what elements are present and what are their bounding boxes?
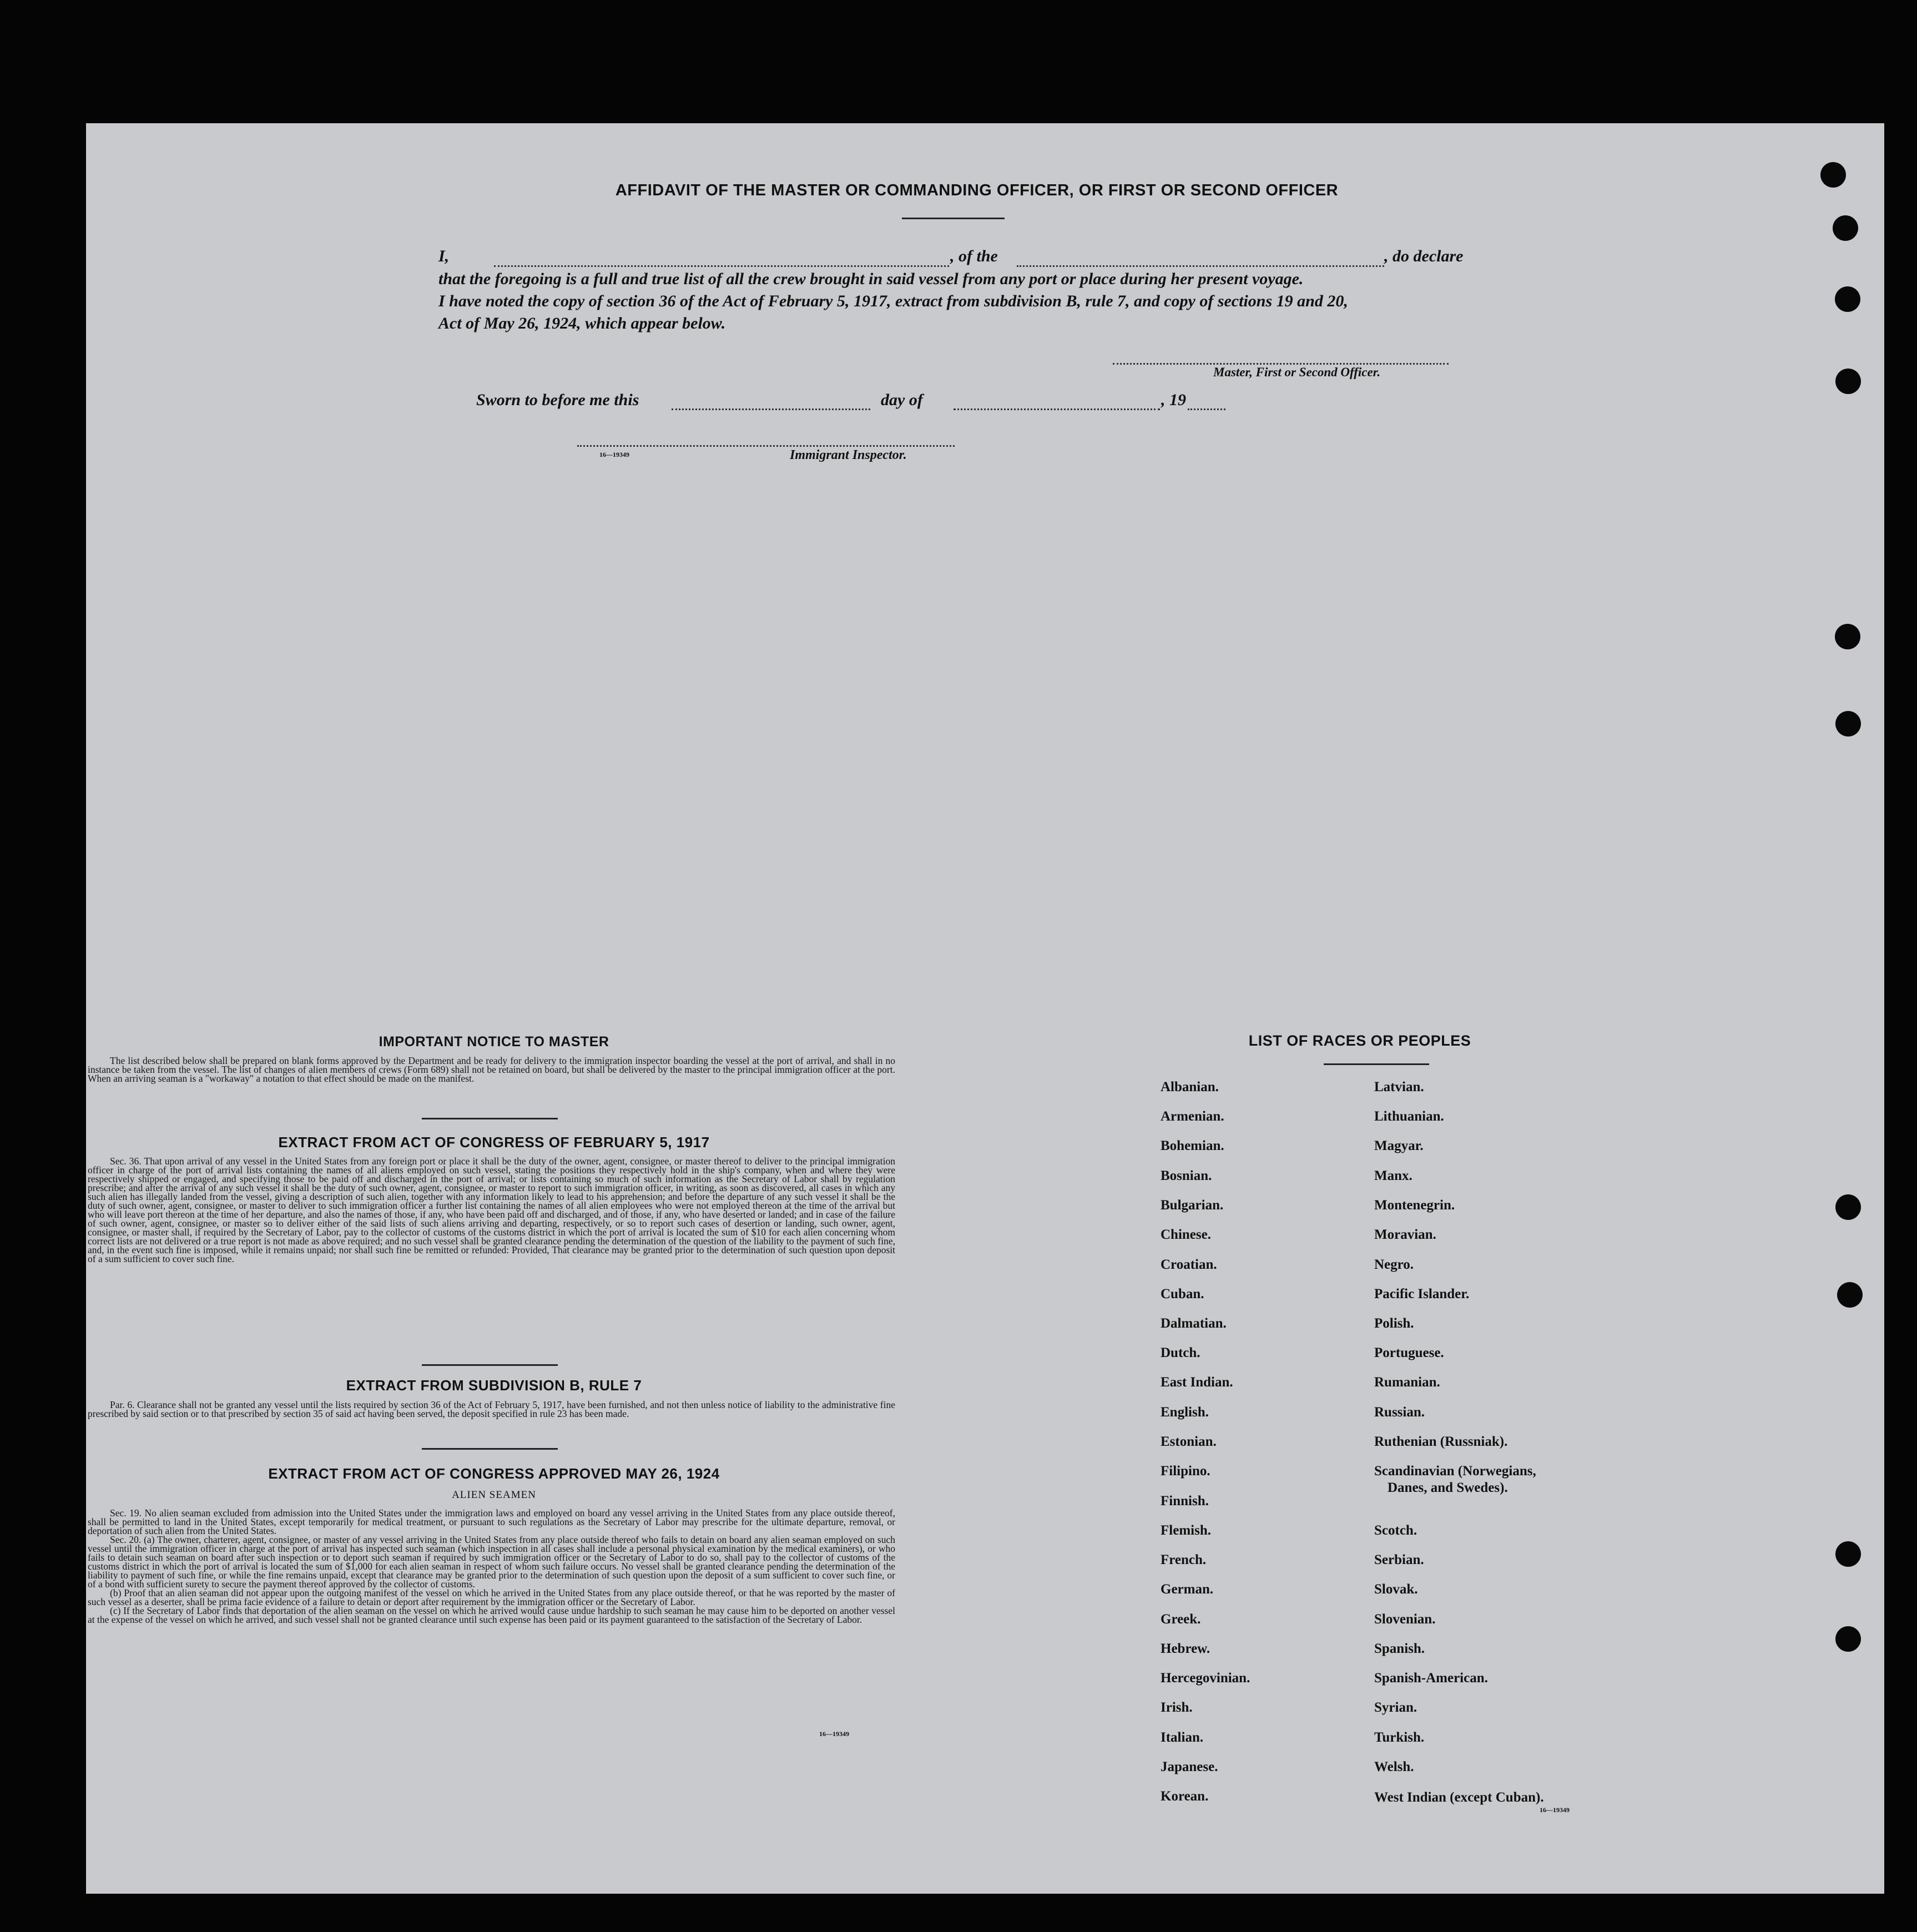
race-item: Slovak. [1374, 1582, 1418, 1597]
sworn-label: Sworn to before me this [476, 391, 639, 409]
section-20c-paragraph: (c) If the Secretary of Labor finds that deportation of the alien seaman on the vessel on which he arrived would cause undue hardship to such seaman he may cause him to be deported on another vessel at the expense of the vessel on which he arrived, and such vessel shall not be granted clearance until such expense has been paid or its payment guaranteed to the satisfaction of the Secretary of Labor. [88, 1605, 895, 1625]
race-item: Flemish. [1161, 1523, 1211, 1538]
notice-paragraph: The list described below shall be prepared on blank forms approved by the Department and be ready for delivery to the immigration inspector boarding the vessel at the port of arrival, and shall in no instance be taken from the vessel. The list of changes of alien members of crews (Form 689) shall not be retained on board, but shall be delivered by the master to the principal immigration officer at the port. When an arriving seaman is a "workaway" a notation to that effect should be made on the manifest. [88, 1055, 895, 1084]
do-declare-label: , do declare [1384, 247, 1464, 265]
race-item: Polish. [1374, 1316, 1414, 1331]
punch-hole [1835, 1194, 1861, 1220]
declaration-line-2: that the foregoing is a full and true list of all the crew brought in said vessel from any port or place during her present voyage. [438, 270, 1304, 288]
race-item: Spanish. [1374, 1641, 1425, 1656]
extract-1917-paragraph: Sec. 36. That upon arrival of any vessel in the United States from any foreign port or place it shall be the duty of the owner, agent, consignee, or master thereof to deliver to the principal immigration officer in charge of the port of arrival lists containing the names of all aliens employed on such vessel, stating the positions they respectively hold in the ship's company, when and where they were respectively shipped or engaged, and specifying those to be paid off and discharged in the port of arrival; or lists containing so much of such information as the Secretary of Labor shall by regulation prescribe; and after the arrival of any such vessel it shall be the duty of such owner, agent, consignee, or master to report to such immigration officer, in writing, as soon as discovered, all cases in which any such alien has illegally landed from the vessel, giving a description of such alien, together with any information likely to lead to his apprehension; and before the departure of any such vessel it shall be the duty of such owner, agent, consignee, or master to deliver to such immigration officer a further list containing the names of all alien employees who were not employed thereon at the time of the arrival but who will leave port thereon at the time of her departure, and also the names of those, if any, who have been paid off and discharged, and of those, if any, who have deserted or landed; and in case of the failure of such owner, agent, consignee, or master so to deliver either of the said lists of such aliens arriving and departing, respectively, or so to report such cases of desertion or landing, such owner, agent, consignee, or master shall, if required by the Secretary of Labor, pay to the collector of customs of the customs district in which the port of arrival is located the sum of $10 for each alien concerning whom correct lists are not delivered or a true report is not made as above required; and no such vessel shall be granted clearance pending the determination of the question of the liability to the payment of such fine, and, in the event such fine is imposed, while it remains unpaid; nor shall such fine be remitted or refunded: Provided, That clearance may be granted prior to the determination of such question upon deposit of a sum sufficient to cover such fine. [88, 1156, 895, 1264]
race-item: Filipino. [1161, 1464, 1210, 1479]
section-20b-paragraph: (b) Proof that an alien seaman did not appear upon the outgoing manifest of the vessel on which he arrived in the United States from any place outside thereof, or that he was reported by the master of such vessel as a deserter, shall be prima facie evidence of a failure to detain or deport after requirement by the immigration officer or the Secretary of Labor. [88, 1587, 895, 1607]
race-item: Estonian. [1161, 1434, 1217, 1449]
race-item: Lithuanian. [1374, 1109, 1444, 1124]
sworn-year-field[interactable] [1188, 408, 1225, 410]
race-item: Irish. [1161, 1700, 1193, 1715]
race-item: Montenegrin. [1374, 1198, 1455, 1213]
i-label: I, [438, 247, 450, 265]
title-rule [902, 218, 1005, 219]
punch-hole [1835, 286, 1860, 312]
race-item: Bulgarian. [1161, 1198, 1224, 1213]
master-signature-field[interactable] [1113, 363, 1449, 365]
of-the-label: , of the [950, 247, 998, 265]
extract-1917-text [88, 1157, 895, 1263]
race-item: Chinese. [1161, 1227, 1211, 1242]
race-item: Dutch. [1161, 1345, 1200, 1360]
race-item: Armenian. [1161, 1109, 1224, 1124]
race-item: Rumanian. [1374, 1375, 1440, 1390]
race-item: Danes, and Swedes). [1388, 1480, 1508, 1495]
race-item: German. [1161, 1582, 1214, 1597]
race-item: Serbian. [1374, 1552, 1424, 1567]
name-blank-field[interactable] [494, 265, 949, 267]
punch-hole [1835, 1541, 1861, 1567]
race-item: Korean. [1161, 1789, 1209, 1804]
race-item: Scotch. [1374, 1523, 1417, 1538]
race-item: Manx. [1374, 1168, 1412, 1183]
race-item: French. [1161, 1552, 1207, 1567]
extract-rule7-text [88, 1400, 895, 1418]
race-item: Ruthenian (Russniak). [1374, 1434, 1508, 1449]
extract-rule7-paragraph: Par. 6. Clearance shall not be granted any vessel until the lists required by section 36 of the Act of February 5, 1917, have been furnished, and not then unless notice of liability to the administrative fine prescribed by said section or to that prescribed by section 35 of said act having been served, the deposit specified in rule 23 has been made. [88, 1399, 895, 1419]
races-title: LIST OF RACES OR PEOPLES [1248, 1032, 1471, 1049]
race-item: Welsh. [1374, 1759, 1414, 1774]
alien-seamen-subtitle: ALIEN SEAMEN [452, 1489, 536, 1501]
race-item: Syrian. [1374, 1700, 1417, 1715]
inspector-signature-field[interactable] [577, 445, 955, 447]
extract-1917-title: EXTRACT FROM ACT OF CONGRESS OF FEBRUARY 5, 1917 [278, 1134, 710, 1151]
punch-hole [1837, 1282, 1863, 1308]
section-19-paragraph: Sec. 19. No alien seaman excluded from admission into the United States under the immigration laws and employed on board any vessel arriving in the United States from any place outside thereof, shall be permitted to land in the United States, except temporarily for medical treatment, or pursuant to such regulations as the Secretary of Labor may prescribe for the ultimate departure, removal, or deportation of such alien from the United States. [88, 1507, 895, 1536]
race-item: Greek. [1161, 1612, 1201, 1627]
master-signature-label: Master, First or Second Officer. [1213, 365, 1381, 379]
race-item: Spanish-American. [1374, 1671, 1488, 1686]
race-item: Turkish. [1374, 1730, 1425, 1745]
punch-hole [1835, 369, 1861, 394]
extract-1924-title: EXTRACT FROM ACT OF CONGRESS APPROVED MAY 26, 1924 [268, 1465, 720, 1482]
race-item: English. [1161, 1405, 1209, 1420]
race-item: East Indian. [1161, 1375, 1233, 1390]
extract-rule7-title: EXTRACT FROM SUBDIVISION B, RULE 7 [346, 1377, 642, 1394]
race-item: Latvian. [1374, 1080, 1424, 1094]
race-item: Japanese. [1161, 1759, 1218, 1774]
vessel-blank-field[interactable] [1017, 265, 1384, 267]
punch-hole [1833, 215, 1858, 241]
race-item: Portuguese. [1374, 1345, 1444, 1360]
race-item: Finnish. [1161, 1494, 1209, 1509]
race-item: Scandinavian (Norwegians, [1374, 1464, 1536, 1479]
declaration-line-4: Act of May 26, 1924, which appear below. [438, 314, 726, 332]
inspector-label: Immigrant Inspector. [790, 448, 907, 462]
races-form-number: 16—19349 [1540, 1806, 1570, 1814]
race-item: Bohemian. [1161, 1138, 1224, 1153]
race-item: Bosnian. [1161, 1168, 1212, 1183]
race-item: Magyar. [1374, 1138, 1424, 1153]
race-item: Moravian. [1374, 1227, 1436, 1242]
notice-text [88, 1056, 895, 1083]
race-item: Croatian. [1161, 1257, 1217, 1272]
punch-hole [1835, 1626, 1861, 1652]
race-item: Russian. [1374, 1405, 1425, 1420]
section-20a-paragraph: Sec. 20. (a) The owner, charterer, agent, consignee, or master of any vessel arriving in the United States from any place outside thereof who fails to detain on board any alien seaman employed on such vessel until the immigration officer in charge at the port of arrival has inspected such seaman (which inspection in all cases shall include a personal physical examination by the medical examiners), or who fails to detain such seaman on board after such inspection or to deport such seaman if required by such immigration officer or the Secretary of Labor to do so, shall pay to the collector of customs of the customs district in which the port of arrival is located the sum of $1,000 for each alien seaman in respect of whom such failure occurs. No vessel shall be granted clearance pending the determination of the liability to payment of such fine, or while the fine remains unpaid, except that clearance may be granted prior to the determination of such question upon the deposit of a sum sufficient to cover such fine, or of a bond with sufficient surety to secure the payment thereof approved by the collector of customs. [88, 1534, 895, 1590]
day-of-label: day of [881, 391, 923, 409]
race-item: Slovenian. [1374, 1612, 1436, 1627]
race-item: Dalmatian. [1161, 1316, 1227, 1331]
declaration-line-3: I have noted the copy of section 36 of the Act of February 5, 1917, extract from subdivision B, rule 7, and copy of sections 19 and 20, [438, 292, 1348, 310]
notice-title: IMPORTANT NOTICE TO MASTER [379, 1034, 609, 1050]
race-item: Hercegovinian. [1161, 1671, 1250, 1686]
form-sheet [86, 123, 1884, 1894]
sworn-day-field[interactable] [672, 408, 870, 410]
punch-hole [1820, 162, 1846, 188]
section-rule [422, 1448, 558, 1450]
affidavit-form-number: 16—19349 [599, 451, 629, 458]
races-title-rule [1324, 1063, 1429, 1065]
sworn-month-field[interactable] [954, 408, 1160, 410]
race-item: Negro. [1374, 1257, 1414, 1272]
punch-hole [1835, 711, 1861, 737]
extract-1924-text [88, 1509, 895, 1624]
race-item: Albanian. [1161, 1080, 1219, 1094]
extract-form-number: 16—19349 [819, 1730, 849, 1738]
affidavit-title: AFFIDAVIT OF THE MASTER OR COMMANDING OFFICER, OR FIRST OR SECOND OFFICER [615, 181, 1339, 199]
race-item: Cuban. [1161, 1287, 1204, 1302]
race-item: Pacific Islander. [1374, 1287, 1470, 1302]
punch-hole [1835, 624, 1860, 649]
section-rule [422, 1118, 558, 1119]
declaration-line-1 [438, 247, 449, 266]
race-item: Italian. [1161, 1730, 1204, 1745]
section-rule [422, 1364, 558, 1366]
year-prefix-label: , 19 [1161, 391, 1186, 409]
race-item: Hebrew. [1161, 1641, 1210, 1656]
race-item: West Indian (except Cuban). [1374, 1790, 1544, 1805]
